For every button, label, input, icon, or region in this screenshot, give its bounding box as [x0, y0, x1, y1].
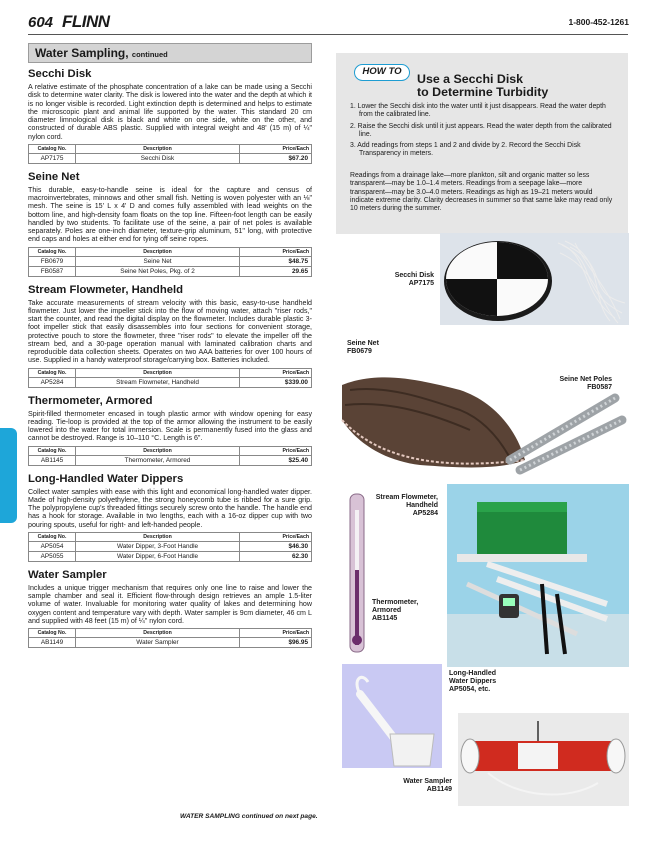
howto-title-line1: Use a Secchi Disk	[417, 72, 524, 86]
caption-code: AB1149	[426, 786, 452, 794]
seine-net-image	[340, 330, 629, 480]
col-price: Price/Each	[240, 446, 312, 455]
catalog-number: AP5284	[29, 377, 76, 387]
caption-code: AB1145	[372, 615, 398, 623]
item-description: Thermometer, Armored	[76, 455, 240, 465]
continued-note: WATER SAMPLING continued on next page.	[180, 813, 318, 820]
col-price: Price/Each	[240, 247, 312, 256]
howto-badge: HOW TO	[354, 64, 410, 81]
col-price: Price/Each	[240, 629, 312, 638]
howto-step: 2. Raise the Secchi disk until it just appears. Read the water depth from the calibrated line.	[350, 122, 612, 138]
catalog-table-header	[29, 368, 312, 377]
catalog-row	[29, 551, 312, 561]
col-catalog: Catalog No.	[29, 629, 76, 638]
item-description: Secchi Disk	[76, 153, 240, 163]
item-price: $46.30	[240, 541, 312, 551]
product-name: Stream Flowmeter, Handheld	[28, 283, 184, 296]
catalog-row	[29, 541, 312, 551]
caption-poles	[540, 376, 612, 392]
catalog-table-header	[29, 247, 312, 256]
col-description: Description	[76, 446, 240, 455]
catalog-row	[29, 153, 312, 163]
catalog-row	[29, 638, 312, 648]
caption-secchi	[376, 272, 434, 288]
catalog-table	[28, 247, 312, 277]
item-price: $339.00	[240, 377, 312, 387]
product-block	[28, 473, 312, 562]
catalog-number: AP5054	[29, 541, 76, 551]
howto-box	[336, 53, 628, 234]
catalog-number: AB1145	[29, 455, 76, 465]
phone-number: 1-800-452-1261	[568, 17, 629, 27]
item-price: $96.95	[240, 638, 312, 648]
product-name: Water Sampler	[28, 568, 107, 581]
howto-title-line2: to Determine Turbidity	[417, 85, 549, 99]
product-name: Thermometer, Armored	[28, 394, 153, 407]
section-header	[28, 43, 312, 63]
page-header	[0, 0, 651, 40]
item-description: Water Sampler	[76, 638, 240, 648]
catalog-number: AP5055	[29, 551, 76, 561]
page-number: 604	[28, 14, 54, 31]
water-sampler-image	[458, 713, 629, 806]
catalog-table	[28, 368, 312, 388]
col-catalog: Catalog No.	[29, 144, 76, 153]
item-description: Water Dipper, 6-Foot Handle	[76, 551, 240, 561]
caption-sampler	[386, 778, 452, 794]
caption-line: Stream Flowmeter,	[375, 494, 438, 501]
howto-step: 3. Add readings from steps 1 and 2 and divide by 2. Record the Secchi Disk Transparency in meters.	[350, 142, 581, 158]
caption-name: Seine Net Poles	[559, 376, 612, 383]
product-name: Secchi Disk	[28, 68, 92, 80]
caption-name: Secchi Disk	[394, 272, 434, 279]
product-description: This durable, easy-to-handle seine is ideal for the capture and census of macroinvertebrates, minnows and other small fish. Netting is woven polyester with an ⅛" mesh. The seine is 15' L x 4' D and comes fully assembled with lead weights on the bottom line, and high-density foam floats on the top line. Fifteen-foot length can be easily handled by two students. To facilitate use of the seine, a pair of net poles is available separately. Poles are one-inch diameter, texture-grip aluminum, 51" long, with protective end caps and holes at either end for tying off seine ropes.	[28, 185, 312, 244]
col-price: Price/Each	[240, 368, 312, 377]
item-description: Water Dipper, 3-Foot Handle	[76, 541, 240, 551]
caption-thermometer	[372, 599, 432, 624]
product-block	[28, 569, 312, 648]
catalog-table	[28, 446, 312, 466]
catalog-number: FB0679	[29, 256, 76, 266]
howto-title	[417, 73, 622, 99]
product-description: Spirit-filled thermometer encased in tough plastic armor with window opening for easy reading. Tie-loop is provided at the top of the armor allowing the instrument to be easily lowered into the water for total immersion. Scale is permanently fused into the glass and cannot be destroyed. Range is 10–110 °C. Length is 6".	[28, 409, 312, 443]
col-description: Description	[76, 144, 240, 153]
caption-line: Water Dippers	[449, 678, 497, 686]
water-dipper-image	[342, 664, 442, 768]
catalog-row	[29, 455, 312, 465]
side-tab	[0, 428, 17, 523]
item-price: $67.20	[240, 153, 312, 163]
product-block	[28, 395, 312, 466]
caption-line: Thermometer,	[372, 599, 419, 606]
col-price: Price/Each	[240, 144, 312, 153]
catalog-number: AB1149	[29, 638, 76, 648]
item-price: $48.75	[240, 256, 312, 266]
product-block	[28, 171, 312, 277]
catalog-number: FB0587	[29, 266, 76, 276]
caption-dippers	[449, 670, 519, 695]
product-description: Take accurate measurements of stream velocity with this basic, easy-to-use handheld flowmeter. Just lower the impeller stick into the flow of moving water, attach "riser rods," start the counter, and read the digital display on the flowmeter. Includes durable plastic 3-foot impeller stick that easily disassembles into four sections for convenient storage, protective pouch to store the flowmeter, three "riser rods" to elevate the impeller off the stream bed, and a 30-page operation manual with laminated calibration charts and reproducible data collection sheets. Operates on two AAA batteries for over 100 hours of use. Supplied in a handy waterproof storage/carrying box. Batteries included.	[28, 298, 312, 365]
item-description: Seine Net Poles, Pkg. of 2	[76, 266, 240, 276]
col-description: Description	[76, 629, 240, 638]
product-block	[28, 284, 312, 388]
catalog-row	[29, 256, 312, 266]
item-price: $25.40	[240, 455, 312, 465]
caption-code: FB0679	[347, 348, 372, 356]
col-price: Price/Each	[240, 532, 312, 541]
howto-step: 1. Lower the Secchi disk into the water until it just disappears. Read the water depth from the calibrated line.	[350, 103, 606, 119]
col-description: Description	[76, 247, 240, 256]
flowmeter-image	[447, 484, 629, 667]
catalog-row	[29, 377, 312, 387]
section-title-text: Water Sampling,	[35, 46, 129, 60]
catalog-table	[28, 532, 312, 562]
catalog-table	[28, 144, 312, 164]
item-description: Stream Flowmeter, Handheld	[76, 377, 240, 387]
caption-line: Handheld	[406, 502, 438, 510]
col-catalog: Catalog No.	[29, 446, 76, 455]
col-catalog: Catalog No.	[29, 247, 76, 256]
caption-code: AP5054, etc.	[449, 686, 491, 694]
product-description: Collect water samples with ease with this light and economical long-handled water dipper. Made of high-density polyethylene, the strong honeycomb tube is ribbed for a sure grip. The polypropylene cup's threaded fittings securely screw onto the handle. The handle end has a hook for storage. Available in two lengths, each with a 16-oz dipper cup with two pouring spouts, useful for right- and left-handed people.	[28, 487, 312, 529]
thermometer-image	[346, 490, 368, 655]
catalog-table-header	[29, 629, 312, 638]
col-description: Description	[76, 532, 240, 541]
col-catalog: Catalog No.	[29, 532, 76, 541]
brand-logo: FLINN	[62, 12, 110, 31]
caption-code: AP5284	[412, 510, 438, 518]
item-description: Seine Net	[76, 256, 240, 266]
caption-line: Long-Handled	[449, 670, 497, 677]
caption-name: Water Sampler	[403, 778, 452, 785]
product-description: Includes a unique trigger mechanism that requires only one line to raise and lower the sample chamber and seal it. Efficient flow-through design retrieves an ample 1.5-liter volume of water. Invaluable for monitoring water quality of lakes and determining how oxygen content and temperature vary with depth. Water sampler is 9cm diameter, 46 cm L and supplied with 48 feet (15 m) of ¼" nylon cord.	[28, 583, 312, 625]
catalog-table-header	[29, 446, 312, 455]
col-catalog: Catalog No.	[29, 368, 76, 377]
product-name: Seine Net	[28, 170, 80, 183]
howto-steps	[350, 103, 618, 162]
caption-name: Seine Net	[347, 340, 379, 347]
catalog-row	[29, 266, 312, 276]
section-title	[35, 46, 168, 60]
product-block	[28, 68, 312, 164]
howto-note: Readings from a drainage lake—more plankton, silt and organic matter so less transparent—may be 1.0–1.4 meters. Readings from a seepage lake—more transparent—may be 3.0–4.0 meters. Readings as high as 19–21 meters would indicate extreme clarity. Clarity decreases in summer so that same lake may read only 10 meters during the summer.	[350, 172, 613, 213]
product-name: Long-Handled Water Dippers	[28, 472, 184, 485]
catalog-table	[28, 628, 312, 648]
item-price: 29.65	[240, 266, 312, 276]
caption-flowmeter	[362, 494, 438, 519]
item-price: 62.30	[240, 551, 312, 561]
catalog-table-header	[29, 144, 312, 153]
secchi-disk-image	[440, 233, 629, 325]
catalog-table-header	[29, 532, 312, 541]
section-continued: continued	[131, 50, 168, 59]
caption-code: AP7175	[408, 280, 434, 288]
product-description: A relative estimate of the phosphate concentration of a lake can be made using a Secchi disk to determine water clarity. The disk is lowered into the water and the depth at which it is no longer visible is recorded. Light extinction depth is determined and helps to estimate the microscopic plant and animal life supported by the water. This standard 20 cm diameter limnological disk is black and white on one side, white on the other, and constructed of durable ABS plastic. Supplied with integral weight and 48' (15 m) of ¼" nylon cord.	[28, 83, 312, 141]
caption-code: FB0587	[587, 384, 612, 392]
product-list	[28, 68, 312, 655]
catalog-number: AP7175	[29, 153, 76, 163]
col-description: Description	[76, 368, 240, 377]
caption-line: Armored	[372, 607, 402, 615]
header-rule	[28, 34, 628, 35]
